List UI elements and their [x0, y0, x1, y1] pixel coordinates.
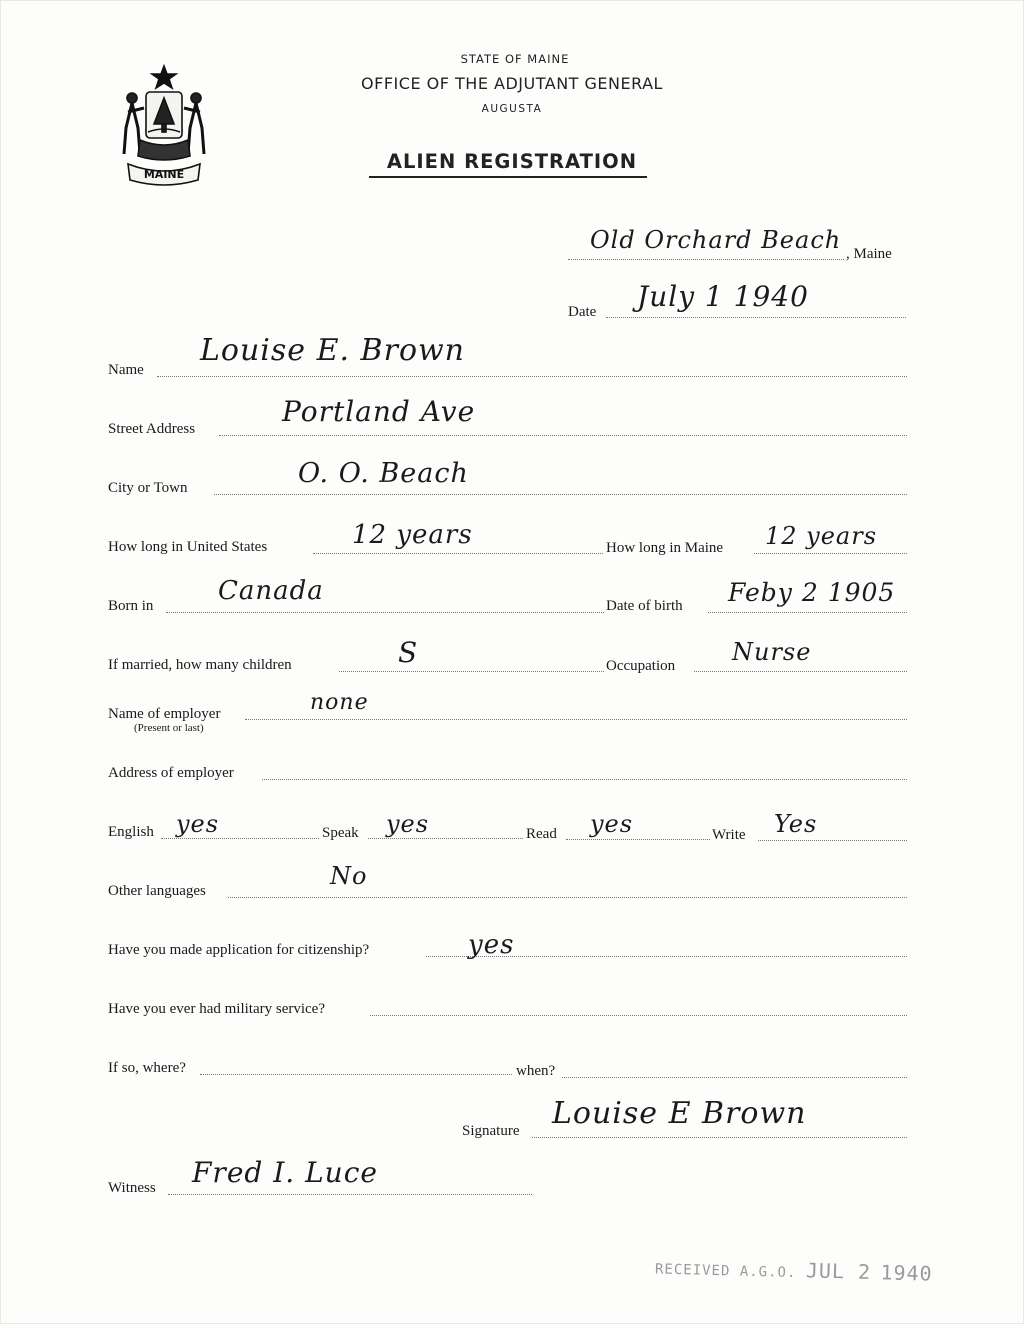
other-languages-field-line	[228, 897, 907, 898]
header-city: AUGUSTA	[481, 103, 543, 115]
town-value: Old Orchard Beach	[590, 226, 842, 254]
speak-label: Speak	[322, 825, 359, 841]
where-label: If so, where?	[108, 1060, 186, 1076]
years-maine-label: How long in Maine	[606, 540, 724, 556]
when-field-line	[562, 1077, 907, 1078]
date-label: Date	[568, 304, 597, 320]
occupation-value: Nurse	[732, 638, 812, 666]
city-value: O. O. Beach	[298, 458, 469, 489]
name-value: Louise E. Brown	[200, 333, 466, 368]
witness-value: Fred I. Luce	[192, 1156, 378, 1189]
where-field-line	[200, 1074, 512, 1075]
form-title: ALIEN REGISTRATION	[386, 150, 638, 173]
born-in-label: Born in	[108, 598, 154, 614]
header-office: OFFICE OF THE ADJUTANT GENERAL	[361, 74, 663, 93]
street-field-line	[219, 435, 907, 436]
read-label: Read	[526, 826, 557, 842]
date-value: July 1 1940	[637, 280, 809, 313]
english-value: yes	[176, 810, 220, 838]
city-label: City or Town	[108, 480, 188, 496]
header-state: STATE OF MAINE	[460, 52, 570, 66]
name-label: Name	[108, 362, 144, 378]
employer-label: Name of employer	[108, 706, 221, 722]
occupation-field-line	[694, 671, 907, 672]
children-field-line	[339, 671, 604, 672]
read-field-line	[566, 839, 710, 840]
employer-value: none	[310, 690, 369, 715]
other-languages-label: Other languages	[108, 883, 206, 899]
employer-field-line	[245, 719, 907, 720]
military-label: Have you ever had military service?	[108, 1001, 325, 1017]
citizenship-value: yes	[468, 930, 515, 960]
years-us-label: How long in United States	[108, 539, 268, 555]
received-stamp	[655, 1254, 933, 1285]
years-us-value: 12 years	[352, 520, 473, 550]
english-field-line	[161, 838, 319, 839]
street-label: Street Address	[108, 421, 196, 437]
signature-value: Louise E Brown	[552, 1096, 807, 1131]
other-languages-value: No	[330, 862, 368, 890]
speak-value: yes	[386, 810, 430, 838]
town-suffix-label: , Maine	[846, 246, 892, 262]
title-underline	[369, 176, 647, 178]
employer-address-label: Address of employer	[108, 765, 234, 781]
city-field-line	[214, 494, 907, 495]
received-stamp-date: JUL 2	[805, 1258, 872, 1285]
children-label: If married, how many children	[108, 657, 292, 673]
received-stamp-text: RECEIVED A.G.O.	[654, 1261, 797, 1282]
citizenship-label: Have you made application for citizenship?	[108, 942, 370, 958]
speak-field-line	[368, 838, 523, 839]
birth-date-value: Feby 2 1905	[728, 578, 896, 607]
children-value: S	[398, 636, 419, 669]
street-value: Portland Ave	[282, 395, 476, 428]
received-stamp-year: 1940	[880, 1260, 933, 1286]
date-field-line	[606, 317, 906, 318]
born-in-field-line	[166, 612, 604, 613]
signature-field-line	[532, 1137, 907, 1138]
when-label: when?	[516, 1063, 556, 1079]
seal-banner-text: MAINE	[143, 168, 185, 181]
signature-label: Signature	[462, 1123, 520, 1139]
years-maine-value: 12 years	[765, 522, 878, 550]
employer-address-field-line	[262, 779, 907, 780]
write-label: Write	[712, 827, 746, 843]
witness-label: Witness	[108, 1180, 156, 1196]
witness-field-line	[168, 1194, 532, 1195]
read-value: yes	[590, 810, 634, 838]
employer-sublabel: (Present or last)	[134, 722, 204, 734]
birth-date-field-line	[708, 612, 907, 613]
english-label: English	[108, 824, 154, 840]
name-field-line	[157, 376, 907, 377]
birth-date-label: Date of birth	[606, 598, 683, 614]
town-field-line	[568, 259, 844, 260]
occupation-label: Occupation	[606, 658, 676, 674]
years-us-field-line	[313, 553, 603, 554]
military-field-line	[370, 1015, 907, 1016]
years-maine-field-line	[754, 553, 907, 554]
write-value: Yes	[774, 810, 818, 838]
born-in-value: Canada	[218, 576, 324, 606]
write-field-line	[758, 840, 907, 841]
